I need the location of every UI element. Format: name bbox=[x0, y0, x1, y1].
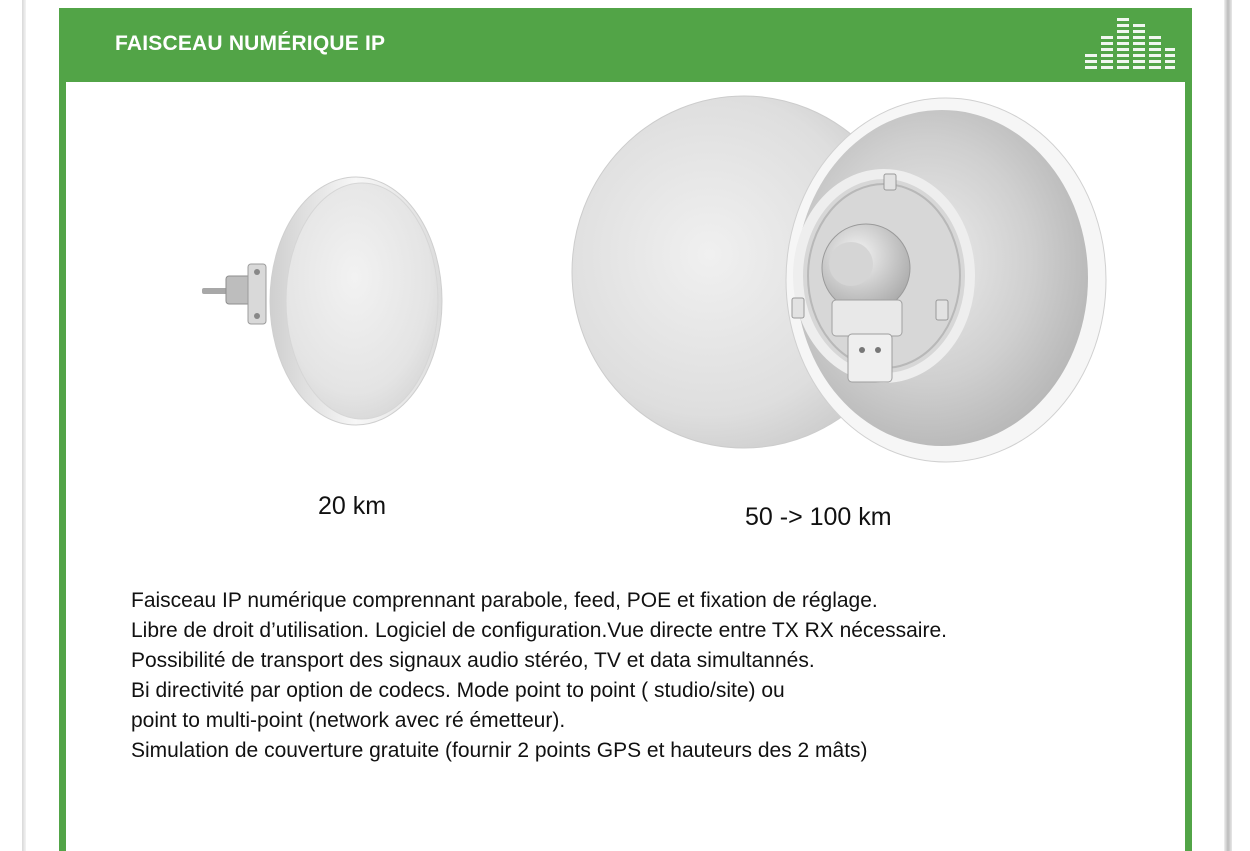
page-title: FAISCEAU NUMÉRIQUE IP bbox=[115, 32, 386, 55]
description-line: Faisceau IP numérique comprennant parabole, feed, POE et fixation de réglage. bbox=[131, 589, 878, 612]
description-line: Possibilité de transport des signaux audio stéréo, TV et data simultannés. bbox=[131, 649, 815, 672]
description-line: point to multi-point (network avec ré émetteur). bbox=[131, 709, 566, 732]
large-antenna-image bbox=[566, 88, 1111, 473]
equalizer-bars-icon bbox=[1085, 14, 1177, 74]
product-description bbox=[131, 586, 947, 766]
small-antenna-image bbox=[196, 168, 446, 428]
page-edge-right bbox=[1224, 0, 1232, 851]
description-line: Simulation de couverture gratuite (fournir 2 points GPS et hauteurs des 2 mâts) bbox=[131, 739, 868, 762]
description-line: Libre de droit d’utilisation. Logiciel de configuration.Vue directe entre TX RX nécessaire. bbox=[131, 619, 947, 642]
range-label-small: 20 km bbox=[318, 492, 387, 520]
description-line: Bi directivité par option de codecs. Mode point to point ( studio/site) ou bbox=[131, 679, 785, 702]
page-edge-left bbox=[22, 0, 26, 851]
range-label-large: 50 -> 100 km bbox=[745, 503, 892, 531]
